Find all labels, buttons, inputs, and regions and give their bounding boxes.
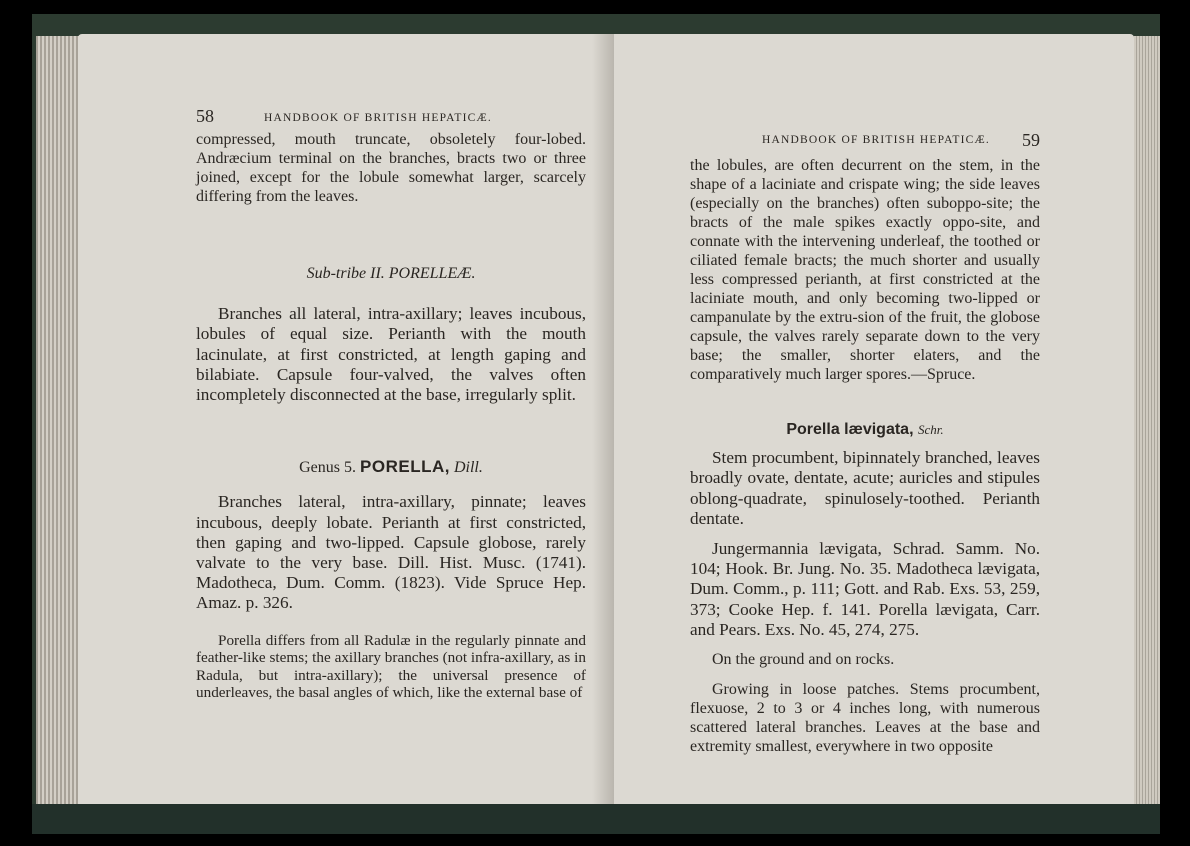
species-synonymy: Jungermannia lævigata, Schrad. Samm. No. 104; Hook. Br. Jung. No. 35. Madotheca lævigata, Dum. Comm., p. 111; Gott. and Rab. Exs. 53, 259, 373; Cooke Hep. f. 141. Porella lævigata, Carr. and Pears. Exs. No. 45, 274, 275. <box>690 539 1040 639</box>
genus-description: Branches lateral, intra-axillary, pinnate; leaves incubous, deeply lobate. Perianth at first constricted, then gaping and two-lipped. Capsule globose, rarely valvate to the very base. Dill. Hist. Musc. (1741). Madotheca, Dum. Comm. (1823). Vide Spruce Hep. Amaz. p. 326. <box>196 492 586 613</box>
genus-comparison-note: Porella differs from all Radulæ in the regularly pinnate and feather-like stems; the axillary branches (not infra-axillary, as in Radula, but intra-axillary); the universal presence of underleaves, the basal angles of which, like the external base of <box>196 631 586 702</box>
running-head-right: HANDBOOK OF BRITISH HEPATICÆ. <box>762 134 990 146</box>
species-heading <box>690 420 1040 440</box>
open-book <box>32 14 1160 834</box>
species-growth-description: Growing in loose patches. Stems procumbent, flexuose, 2 to 3 or 4 inches long, with numerous scattered lateral branches. Leaves at the base and extremity smallest, everywhere in two opposite <box>690 681 1040 756</box>
subtribe-heading: Sub-tribe II. PORELLEÆ. <box>306 265 476 282</box>
intro-paragraph: compressed, mouth truncate, obsoletely four-lobed. Andræcium terminal on the branches, bracts two or three joined, except for the lobule somewhat larger, scarcely differing from the leaves. <box>196 131 586 205</box>
right-page-content <box>690 156 1040 756</box>
genus-author: Dill. <box>453 459 483 477</box>
left-page-edges <box>36 36 82 808</box>
left-page <box>78 34 628 810</box>
right-page <box>614 34 1134 810</box>
continued-paragraph: the lobules, are often decurrent on the stem, in the shape of a laciniate and crispate wing; the side leaves (especially on the branches) often suboppo-site; the bracts of the male spikes exactly oppo-site, and connate with the intervening underleaf, the toothed or ciliated female bracts; the much shorter and usually less compressed perianth, at first constricted at the laciniate mouth, and only becoming two-lipped or campanulate by the extru-sion of the fruit, the globose capsule, the valves rarely separate down to the very base; the smaller, shorter elaters, and the comparatively much larger spores.—Spruce. <box>690 157 1040 383</box>
genus-name: PORELLA, <box>360 457 450 477</box>
running-head-left: HANDBOOK OF BRITISH HEPATICÆ. <box>264 112 492 124</box>
species-name: Porella lævigata, <box>786 421 914 438</box>
genus-prefix: Genus 5. <box>299 459 357 477</box>
subtribe-description: Branches all lateral, intra-axillary; leaves incubous, lobules of equal size. Perianth with the mouth lacinulate, at first constricted, at length gaping and bilabiate. Capsule four-valved, the valves often incompletely disconnected at the base, irregularly split. <box>196 304 586 405</box>
species-habitat: On the ground and on rocks. <box>712 651 895 669</box>
page-number-left: 58 <box>196 106 214 126</box>
book-cover-bottom <box>32 804 1160 834</box>
genus-heading <box>196 457 586 478</box>
species-author: Schr. <box>917 422 944 437</box>
page-number-right: 59 <box>1022 130 1040 150</box>
species-description: Stem procumbent, bipinnately branched, leaves broadly ovate, dentate, acute; auricles and stipules oblong-quadrate, spinulosely-toothed. Perianth dentate. <box>690 448 1040 528</box>
left-page-content <box>196 130 586 702</box>
